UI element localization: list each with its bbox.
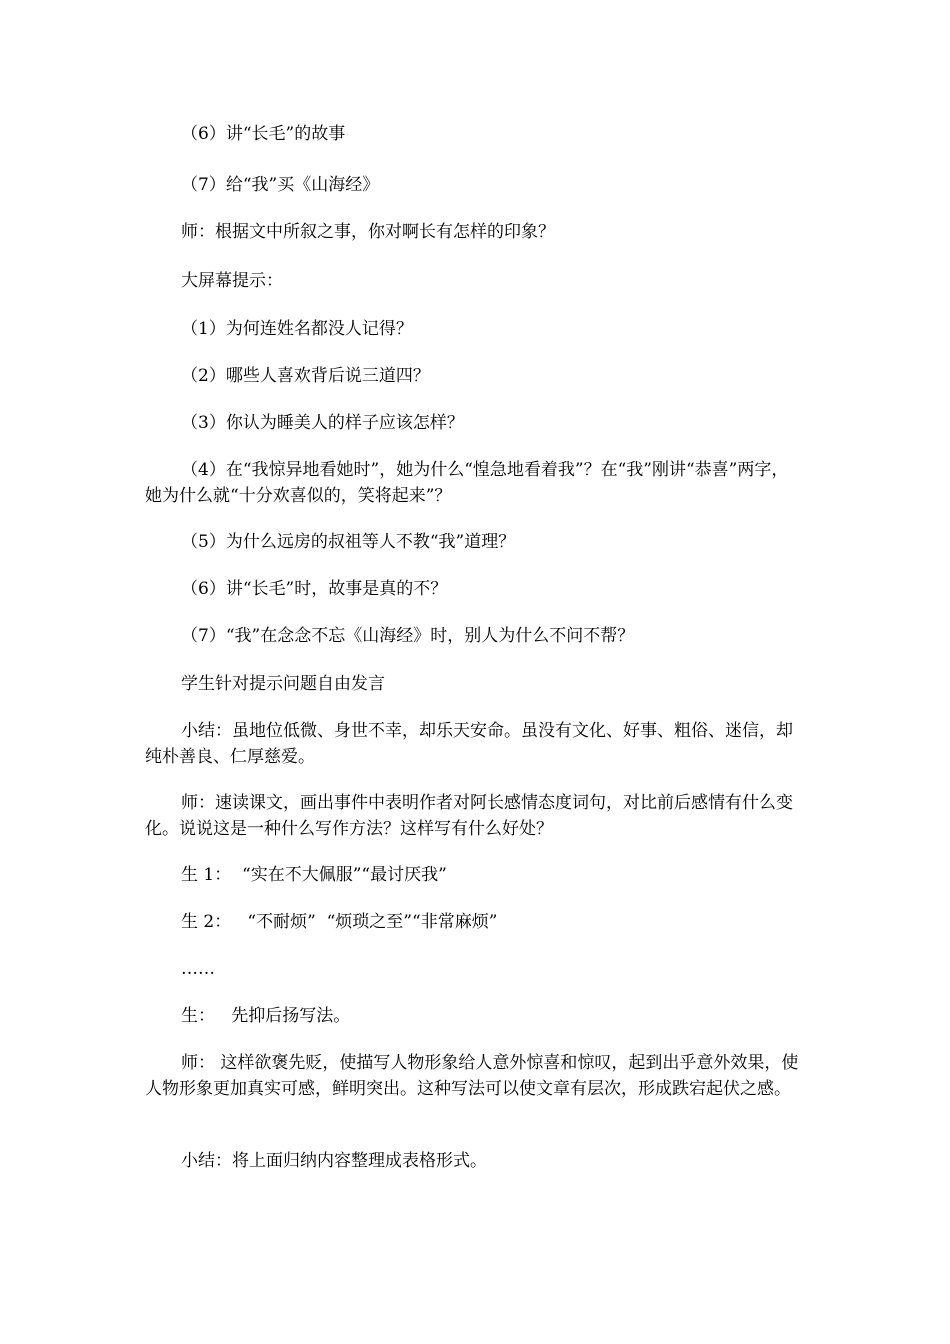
paragraph-summary-1: 小结：虽地位低微、身世不幸，却乐天安命。虽没有文化、好事、粗俗、迷信，却纯朴善良、仁厚慈爱。	[145, 721, 793, 767]
paragraph-screen-prompt: 大屏幕提示：	[181, 271, 283, 291]
paragraph-student-1: 生 1： “实在不大佩服”“最讨厌我”	[181, 865, 447, 885]
paragraph-prompt-3: （3）你认为睡美人的样子应该怎样？	[181, 413, 464, 433]
paragraph-student-discussion: 学生针对提示问题自由发言	[181, 674, 385, 694]
paragraph-prompt-2: （2）哪些人喜欢背后说三道四？	[181, 366, 430, 386]
paragraph-teacher-explanation: 师： 这样欲褒先贬，使描写人物形象给人意外惊喜和惊叹，起到出乎意外效果，使人物形象更加真实可感，鲜明突出。这种写法可以使文章有层次，形成跌宕起伏之感。	[145, 1053, 799, 1099]
paragraph-prompt-7: （7）“我”在念念不忘《山海经》时，别人为什么不问不帮？	[181, 626, 635, 646]
paragraph-prompt-6: （6）讲“长毛”时，故事是真的不？	[181, 579, 448, 599]
paragraph-summary-2: 小结：将上面归纳内容整理成表格形式。	[181, 1151, 487, 1171]
paragraph-ellipsis: ……	[181, 959, 215, 979]
paragraph-prompt-5: （5）为什么远房的叔祖等人不教“我”道理？	[181, 532, 516, 552]
paragraph-student-answer: 生： 先抑后扬写法。	[181, 1006, 351, 1026]
paragraph-item-6-story: （6）讲“长毛”的故事	[181, 124, 346, 144]
paragraph-teacher-question: 师：根据文中所叙之事，你对啊长有怎样的印象？	[181, 222, 555, 242]
paragraph-student-2: 生 2： “不耐烦” “烦琐之至”“非常麻烦”	[181, 912, 498, 932]
paragraph-prompt-1: （1）为何连姓名都没人记得？	[181, 319, 413, 339]
paragraph-prompt-4: （4）在“我惊异地看她时”，她为什么“惶急地看着我”？在“我”刚讲“恭喜”两字，她为什么就“十分欢喜似的，笑将起来”？	[145, 460, 789, 506]
paragraph-item-7-book: （7）给“我”买《山海经》	[181, 175, 380, 195]
paragraph-teacher-task: 师：速读课文，画出事件中表明作者对阿长感情态度词句，对比前后感情有什么变化。说说这是一种什么写作方法？这样写有什么好处？	[145, 793, 793, 839]
